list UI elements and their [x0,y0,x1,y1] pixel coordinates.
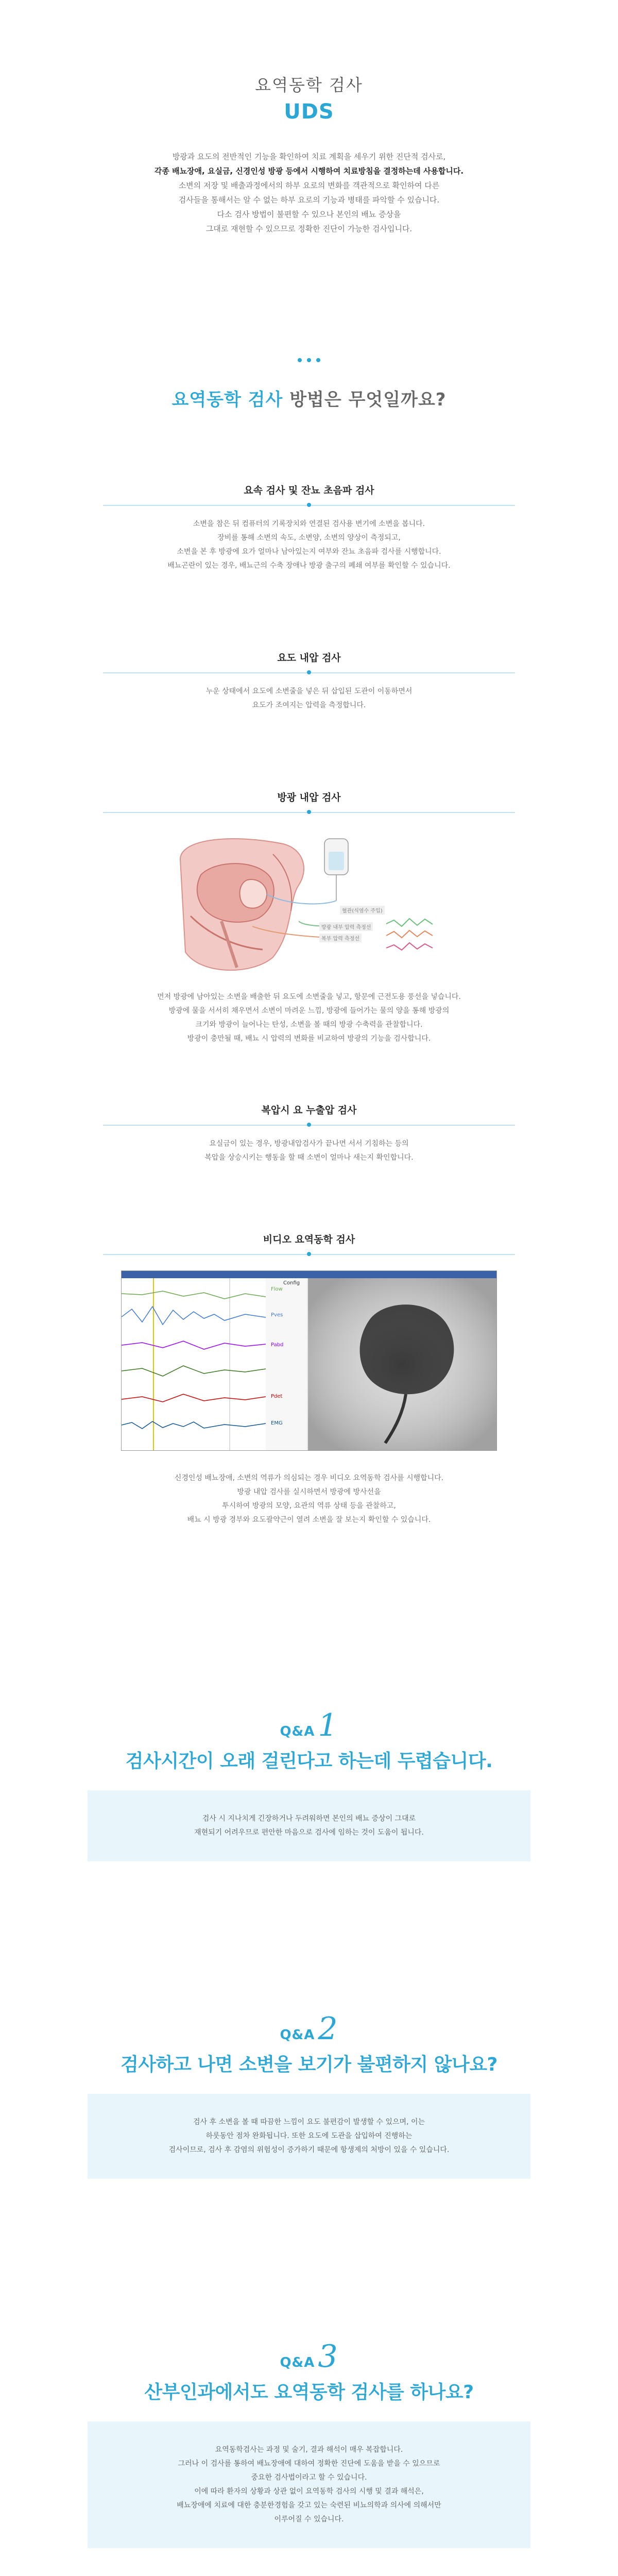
trace-label-flow: Flow [271,1286,283,1292]
section-leak-point [103,1103,515,1165]
qa-label-text: Q&A [280,1724,315,1739]
qa-item-2 [0,2011,618,2179]
trace-label-pdet: Pdet [271,1394,283,1399]
section-line: 복압을 상승시키는 행동을 할 때 소변이 얼마나 새는지 확인합니다. [204,1154,414,1162]
qa-number: 2 [318,2011,338,2047]
qa-item-1 [0,1707,618,1861]
hero-line: 다소 검사 방법이 불편할 수 있으나 본인의 배뇨 증상을 [217,210,401,219]
method-question-highlight: 요역동학 검사 [171,389,283,410]
qa-question: 산부인과에서도 요역동학 검사를 하나요? [144,2382,474,2403]
section-line: 소변을 참은 뒤 컴퓨터의 기록장치와 연결된 검사용 변기에 소변을 봅니다. [193,520,425,528]
hero-line: 방광과 요도의 전반적인 기능을 확인하여 치료 계획을 세우기 위한 진단적 검사로, [172,152,446,161]
qa-question: 검사시간이 오래 걸린다고 하는데 두렵습니다. [125,1751,493,1772]
section-line: 크기와 방광이 늘어나는 탄성, 소변을 볼 때의 방광 수축력을 관찰합니다. [195,1021,423,1029]
section-line: 배뇨곤란이 있는 경우, 배뇨근의 수축 장애나 방광 출구의 폐쇄 여부를 확인할 수 있습니다. [167,562,451,570]
qa-answer-line: 하룻동안 점차 완화됩니다. 또한 요도에 도관을 삽입하여 진행하는 [205,2132,413,2140]
dot [307,358,311,362]
section-text [103,1471,515,1527]
section-line: 요실금이 있는 경우, 방광내압검사가 끝나면 서서 기침하는 등의 [209,1140,409,1148]
hero-line: 그대로 재현할 수 있으므로 정확한 진단이 가능한 검사입니다. [205,224,413,233]
section-line: 신경인성 배뇨장애, 소변의 역류가 의심되는 경우 비디오 요역동학 검사를 시행합니다. [174,1474,444,1482]
section-cystometry [103,790,515,1046]
hero [0,0,618,236]
screenshot-titlebar [122,1271,496,1278]
section-uroflow [103,483,515,573]
section-urethral-pressure [103,650,515,713]
section-line: 방광 내압 검사를 실시하면서 방광에 방사선을 [237,1488,381,1496]
section-line: 소변을 본 후 방광에 요가 얼마나 남아있는지 여부와 잔뇨 초음파 검사를 시행합니다. [177,548,441,556]
dots-decoration [0,354,618,365]
qa-answer-line: 검사 후 소변을 볼 때 따끔한 느낌이 요도 불편감이 발생할 수 있으며, 이는 [193,2118,425,2126]
qa-number: 1 [318,1707,338,1743]
qa-answer-line: 배뇨장애에 치료에 대한 충분한경험을 갖고 있는 숙련된 비뇨의학과 의사에 의해서만 [177,2501,441,2510]
pelvis-diagram-image [170,828,448,978]
xray-panel [308,1278,496,1450]
qa-answer-line: 그러나 이 검사를 통하여 배뇨장애에 대하여 정확한 진단에 도움을 받을 수 있으므로 [178,2460,440,2468]
qa-answer-line: 이에 따라 환자의 상황과 상관 없이 요역동학 검사의 시행 및 결과 해석은, [194,2487,424,2496]
section-divider [103,505,515,506]
section-line: 배뇨 시 방광 경부와 요도괄약근이 열려 소변을 잘 보는지 확인할 수 있습니다. [187,1516,431,1524]
section-title: 방광 내압 검사 [277,792,341,803]
qa-answer-line: 요역동학검사는 과정 및 술기, 결과 해석이 매우 복잡합니다. [215,2446,403,2454]
cystometry-illustration [170,828,448,978]
section-divider [103,812,515,813]
illust-label-abdomen: 복부 압력 측정선 [319,934,362,942]
trace-label-pabd: Pabd [271,1342,284,1348]
method-question-rest: 방법은 무엇일까요? [283,389,447,410]
dot [298,358,302,362]
bladder-xray-image [308,1278,496,1450]
qa-label-text: Q&A [280,2027,315,2043]
section-title: 요도 내압 검사 [277,652,341,664]
pressure-trace-panel [122,1278,307,1450]
page-title: 요역동학 검사 [255,75,363,95]
trace-label-pves: Pves [271,1312,283,1318]
qa-answer-line: 검사 시 지나치게 긴장하거나 두려워하면 본인의 배뇨 증상이 그대로 [202,1815,416,1823]
section-title: 복압시 요 누출압 검사 [261,1105,357,1116]
qa-label [0,1707,618,1743]
trace-label-config: Config [283,1280,300,1286]
qa-item-3 [0,2338,618,2548]
hero-line: 소변의 저장 및 배출과정에서의 하부 요로의 변화를 객관적으로 확인하여 다른 [178,181,440,190]
hero-line: 검사들을 통해서는 알 수 없는 하부 요로의 기능과 병태를 파악할 수 있습니다. [178,195,440,205]
section-line: 누운 상태에서 요도에 소변줄을 넣은 뒤 삽입된 도관이 이동하면서 [205,687,413,696]
qa-answer-box [88,2421,530,2548]
section-text [103,990,515,1046]
section-text [103,685,515,713]
qa-answer-line: 중요한 검사법이라고 할 수 있습니다. [251,2473,367,2482]
section-text [103,1137,515,1165]
qa-number: 3 [318,2338,338,2375]
section-title: 비디오 요역동학 검사 [263,1234,355,1245]
section-divider [103,672,515,673]
section-line: 투시하여 방광의 모양, 요관의 역류 상태 등을 관찰하고, [222,1502,396,1510]
qa-question: 검사하고 나면 소변을 보기가 불편하지 않나요? [121,2054,497,2075]
qa-answer-box [88,2094,530,2179]
qa-answer-line: 이루어질 수 있습니다. [274,2515,344,2523]
hero-line-strong: 각종 배뇨장애, 요실금, 신경인성 방광 등에서 시행하여 치료방침을 결정하는데 사용합니다. [154,166,464,176]
section-line: 요도가 조여지는 압력을 측정합니다. [252,701,366,709]
qa-label [0,2338,618,2375]
qa-label [0,2011,618,2047]
dot [316,358,320,362]
qa-label-text: Q&A [280,2355,315,2370]
section-line: 먼저 방광에 남아있는 소변을 배출한 뒤 요도에 소변줄을 넣고, 항문에 근전도용 풍선을 넣습니다. [157,993,461,1001]
qa-answer-line: 검사이므로, 검사 후 감염의 위험성이 증가하기 때문에 항생제의 처방이 있을 수 있습니다. [168,2146,450,2154]
page-subtitle: UDS [284,100,334,124]
section-line: 방광이 충만될 때, 배뇨 시 압력의 변화를 비교하여 방광의 기능을 검사합니다. [187,1035,431,1043]
section-video-uds [103,1232,515,1527]
illust-label-bladder: 방광 내부 압력 측정선 [319,922,373,931]
section-line: 장비를 통해 소변의 속도, 소변양, 소변의 양상이 측정되고, [217,534,401,542]
section-divider [103,1125,515,1126]
qa-answer-box [88,1790,530,1861]
illust-label-iv: 혈관(식염수 주입) [340,906,385,914]
section-title: 요속 검사 및 잔뇨 초음파 검사 [244,485,374,496]
section-line: 방광에 물을 서서히 채우면서 소변이 마려운 느낌, 방광에 들어가는 물의 양을 통해 방광의 [168,1007,450,1015]
section-text [103,517,515,573]
trace-label-emg: EMG [271,1420,283,1426]
section-divider [103,1254,515,1255]
method-question-heading [0,385,618,411]
qa-answer-line: 재현되기 어려우므로 편안한 마음으로 검사에 임하는 것이 도움이 됩니다. [194,1828,424,1837]
video-uds-screenshot [121,1270,497,1451]
hero-description [113,149,505,236]
